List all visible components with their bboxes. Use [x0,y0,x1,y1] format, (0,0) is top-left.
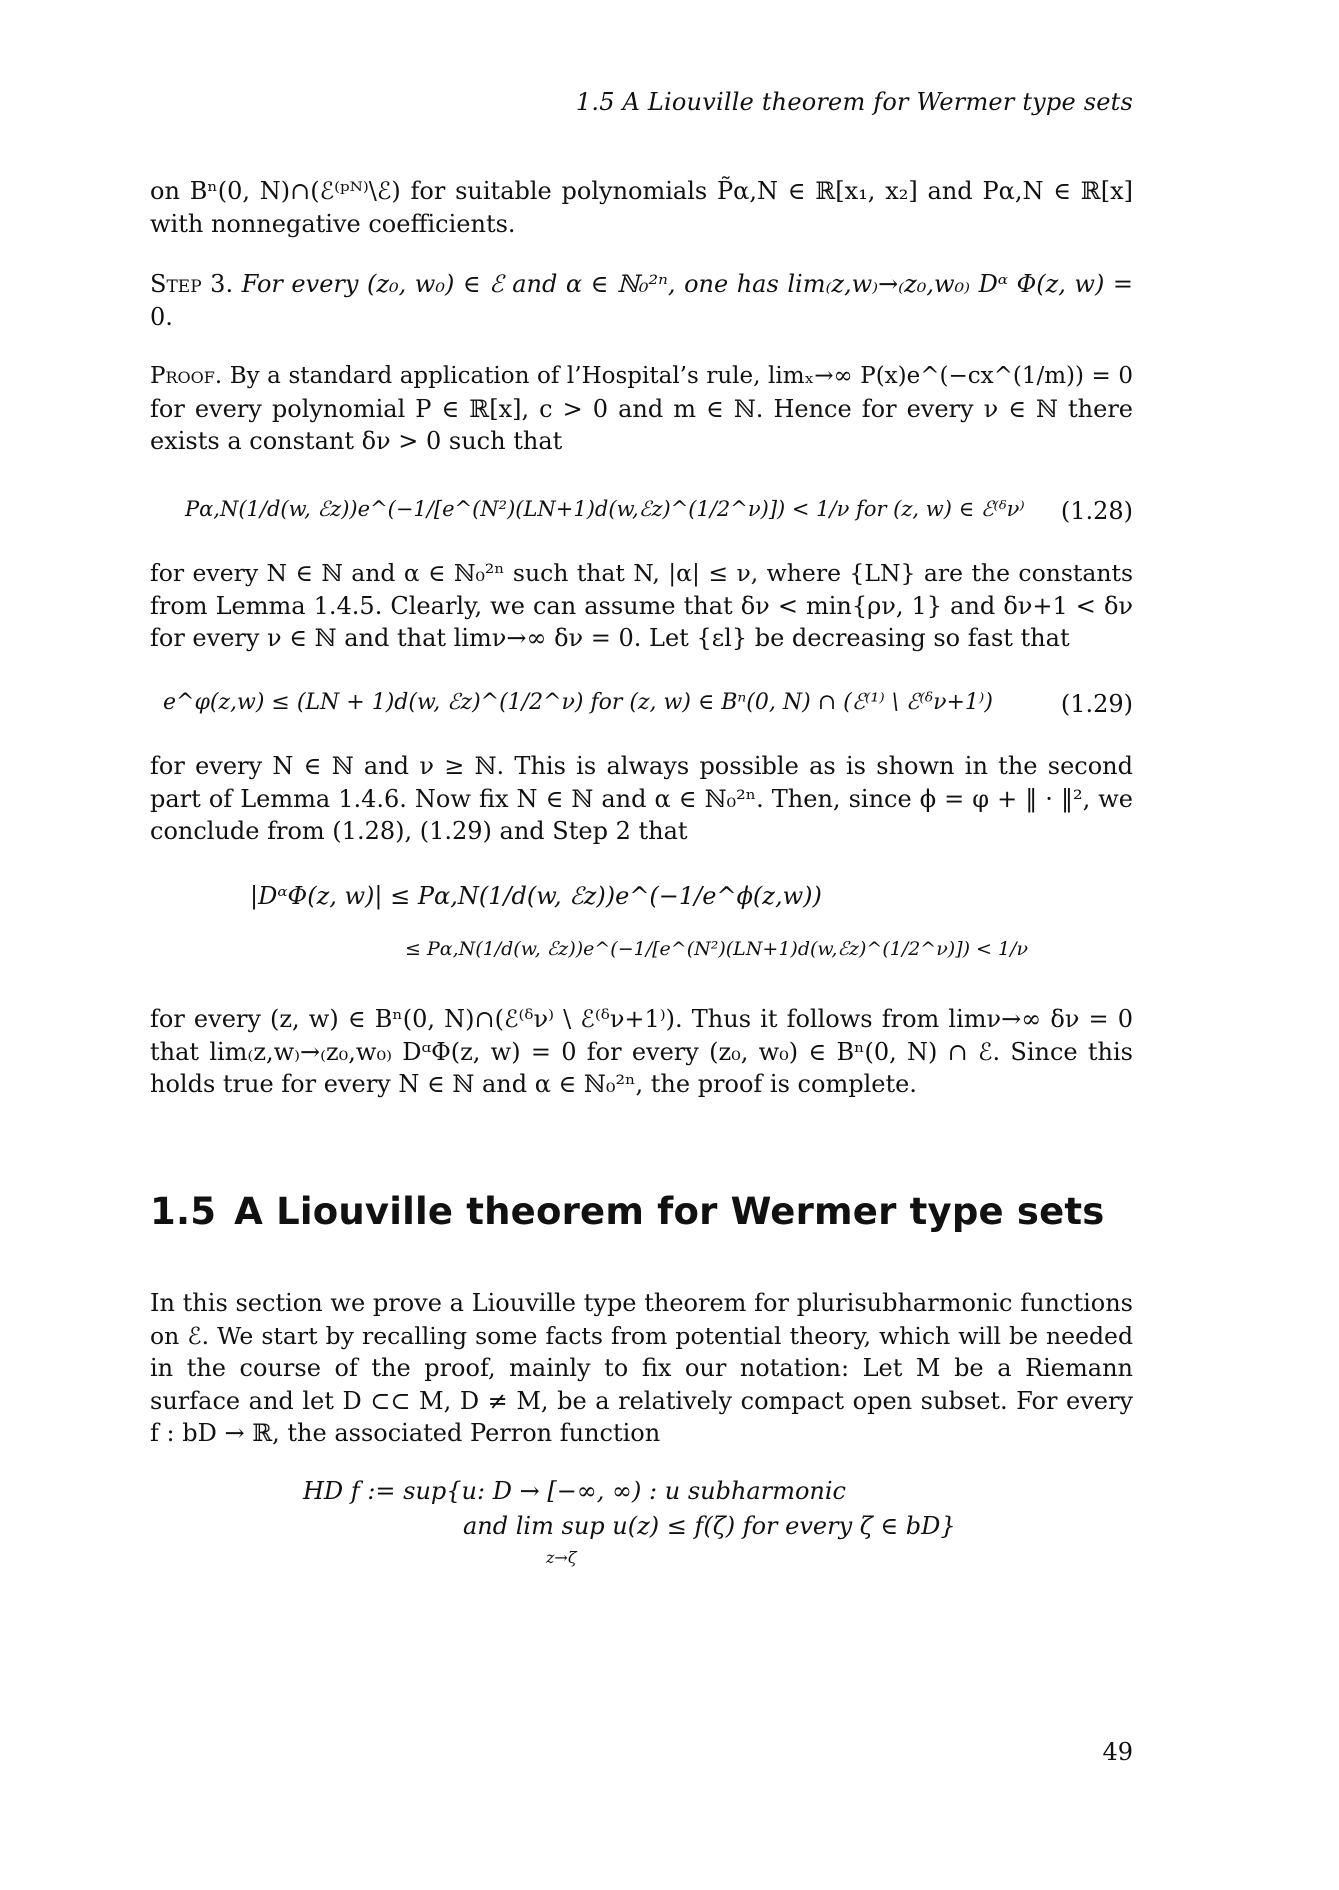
text-line: for every (z, w) ∈ Bⁿ(0, N)∩(ℰ⁽ᵟν⁾ \ ℰ⁽ᵟν+1⁾). Thus it follows from limν→∞ δν = 0 [150,1005,1133,1033]
paragraph-section-intro [150,1287,1133,1450]
equation-number: (1.29) [1060,690,1133,718]
inequality-line-2: ≤ Pα,N(1/d(w, ℰz))e^(−1/[e^(N²)(LN+1)d(w,ℰz)^(1/2^ν)]) < 1/ν [405,938,1029,960]
text-line: for every polynomial P ∈ ℝ[x], c > 0 and m ∈ ℕ. Hence for every ν ∈ ℕ there [150,394,1133,423]
proof-label: Proof. [150,363,223,389]
inequality-line-1: |DᵅΦ(z, w)| ≤ Pα,N(1/d(w, ℰz))e^(−1/e^ϕ(z,w)) [250,882,822,910]
text-line: from Lemma 1.4.5. Clearly, we can assume that δν < min{ρν, 1} and δν+1 < δν [150,591,1133,620]
text-line: that lim₍z,w₎→₍z₀,w₀₎ DᵅΦ(z, w) = 0 for every (z₀, w₀) ∈ Bⁿ(0, N) ∩ ℰ. Since this [150,1037,1133,1066]
proof-paragraph [150,360,1133,458]
text-line: surface and let D ⊂⊂ M, D ≠ M, be a relatively compact open subset. For every [150,1386,1133,1415]
equation-number: (1.28) [1060,497,1133,525]
step-statement: For every (z₀, w₀) ∈ ℰ and α ∈ ℕ₀²ⁿ, one has lim₍z,w₎→₍z₀,w₀₎ Dᵅ Φ(z, w) = [241,270,1133,298]
section-title: A Liouville theorem for Wermer type sets [234,1190,1105,1233]
paragraph-intro [150,175,1133,240]
text-line: f : bD → ℝ, the associated Perron function [150,1419,661,1447]
text-line: part of Lemma 1.4.6. Now fix N ∈ ℕ and α ∈ ℕ₀²ⁿ. Then, since ϕ = φ + ‖ · ‖², we [150,784,1133,813]
text-line: with nonnegative coefficients. [150,209,516,238]
text-line: for every ν ∈ ℕ and that limν→∞ δν = 0. Let {εl} be decreasing so fast that [150,624,1070,652]
text-line: in the course of the proof, mainly to fix our notation: Let M be a Riemann [150,1354,1133,1382]
paragraph-lemma [150,750,1133,848]
perron-line-1: HD f := sup{u: D → [−∞, ∞) : u subharmonic [303,1477,846,1505]
section-number: 1.5 [150,1190,217,1233]
equation-1-29: e^φ(z,w) ≤ (LN + 1)d(w, ℰz)^(1/2^ν) for (z, w) ∈ Bⁿ(0, N) ∩ (ℰ⁽¹⁾ \ ℰ⁽ᵟν+1⁾) [163,690,993,715]
text-line: for every N ∈ ℕ and ν ≥ ℕ. This is always possible as is shown in the second [150,752,1133,780]
text-line: on Bⁿ(0, N)∩(ℰ⁽ᵖᴺ⁾\ℰ) for suitable polynomials P̃α,N ∈ ℝ[x₁, x₂] and Pα,N ∈ ℝ[x] [150,177,1133,205]
limsup-subscript: z→ζ [546,1548,577,1567]
proof-text: By a standard application of l’Hospital’s rule, limₓ→∞ P(x)e^(−cx^(1/m)) = 0 [229,363,1134,389]
text-line: conclude from (1.28), (1.29) and Step 2 that [150,817,688,845]
equation-1-28: Pα,N(1/d(w, ℰz))e^(−1/[e^(N²)(LN+1)d(w,ℰz)^(1/2^ν)]) < 1/ν for (z, w) ∈ ℰ⁽ᵟν⁾ [185,497,1025,521]
text-line: for every N ∈ ℕ and α ∈ ℕ₀²ⁿ such that N, |α| ≤ ν, where {LN} are the constants [150,559,1133,587]
perron-line-2: and lim sup u(z) ≤ f(ζ) for every ζ ∈ bD} [463,1512,956,1540]
step-3 [150,268,1133,333]
text-line: In this section we prove a Liouville type theorem for plurisubharmonic functions [150,1289,1133,1317]
step-label: Step 3. [150,270,234,298]
paragraph-conclusion [150,1003,1133,1101]
text-line: exists a constant δν > 0 such that [150,427,563,455]
running-head: 1.5 A Liouville theorem for Wermer type sets [575,88,1133,116]
text-line: on ℰ. We start by recalling some facts from potential theory, which will be needed [150,1321,1133,1350]
page-number: 49 [1102,1738,1133,1766]
text-line: holds true for every N ∈ ℕ and α ∈ ℕ₀²ⁿ, the proof is complete. [150,1070,917,1098]
text-line: 0. [150,302,173,331]
paragraph-constants [150,557,1133,655]
section-heading [150,1190,1105,1233]
